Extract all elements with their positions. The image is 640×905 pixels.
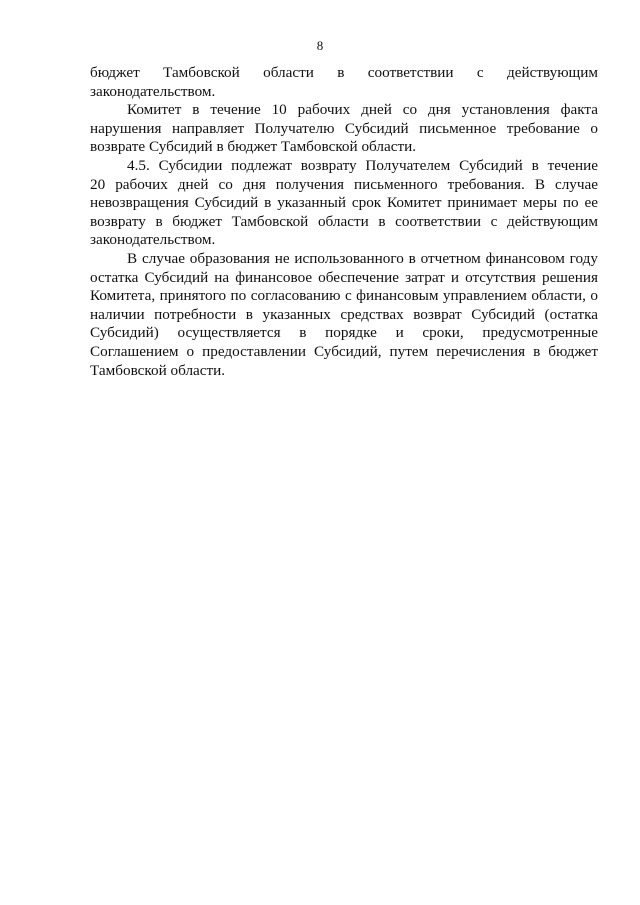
paragraph-4: [90, 250, 598, 380]
text-line: законодательством.: [90, 82, 216, 100]
paragraph-3: [90, 157, 598, 250]
text-line: нарушения направляет Получателю Субсидий письменное требование о: [90, 119, 598, 137]
text-line: 4.5. Субсидии подлежат возврату Получателем Субсидий в течение: [127, 156, 598, 174]
text-line: Субсидий) осуществляется в порядке и сроки, предусмотренные: [90, 324, 598, 342]
text-line: В случае образования не использованного в отчетном финансовом году: [127, 249, 598, 267]
document-body: [90, 64, 598, 380]
paragraph-1: [90, 64, 598, 101]
text-line: Соглашением о предоставлении Субсидий, путем перечисления в бюджет: [90, 342, 598, 360]
text-line: наличии потребности в указанных средствах возврат Субсидий (остатка: [90, 305, 598, 323]
page-number: 8: [316, 38, 324, 53]
text-line: возврату в бюджет Тамбовской области в соответствии с действующим: [90, 212, 598, 230]
paragraph-2: [90, 101, 598, 157]
text-line: остатка Субсидий на финансовое обеспечение затрат и отсутствия решения: [90, 268, 598, 286]
text-line: Комитета, принятого по согласованию с финансовым управлением области, о: [90, 287, 598, 305]
text-line: невозвращения Субсидий в указанный срок Комитет принимает меры по ее: [90, 194, 598, 212]
text-line: законодательством.: [90, 231, 216, 249]
text-line: возврате Субсидий в бюджет Тамбовской области.: [90, 138, 417, 156]
text-line: бюджет Тамбовской области в соответствии с действующим: [90, 64, 598, 81]
text-line: 20 рабочих дней со дня получения письменного требования. В случае: [90, 175, 598, 193]
text-line: Тамбовской области.: [90, 361, 226, 379]
text-line: Комитет в течение 10 рабочих дней со дня установления факта: [127, 101, 598, 119]
